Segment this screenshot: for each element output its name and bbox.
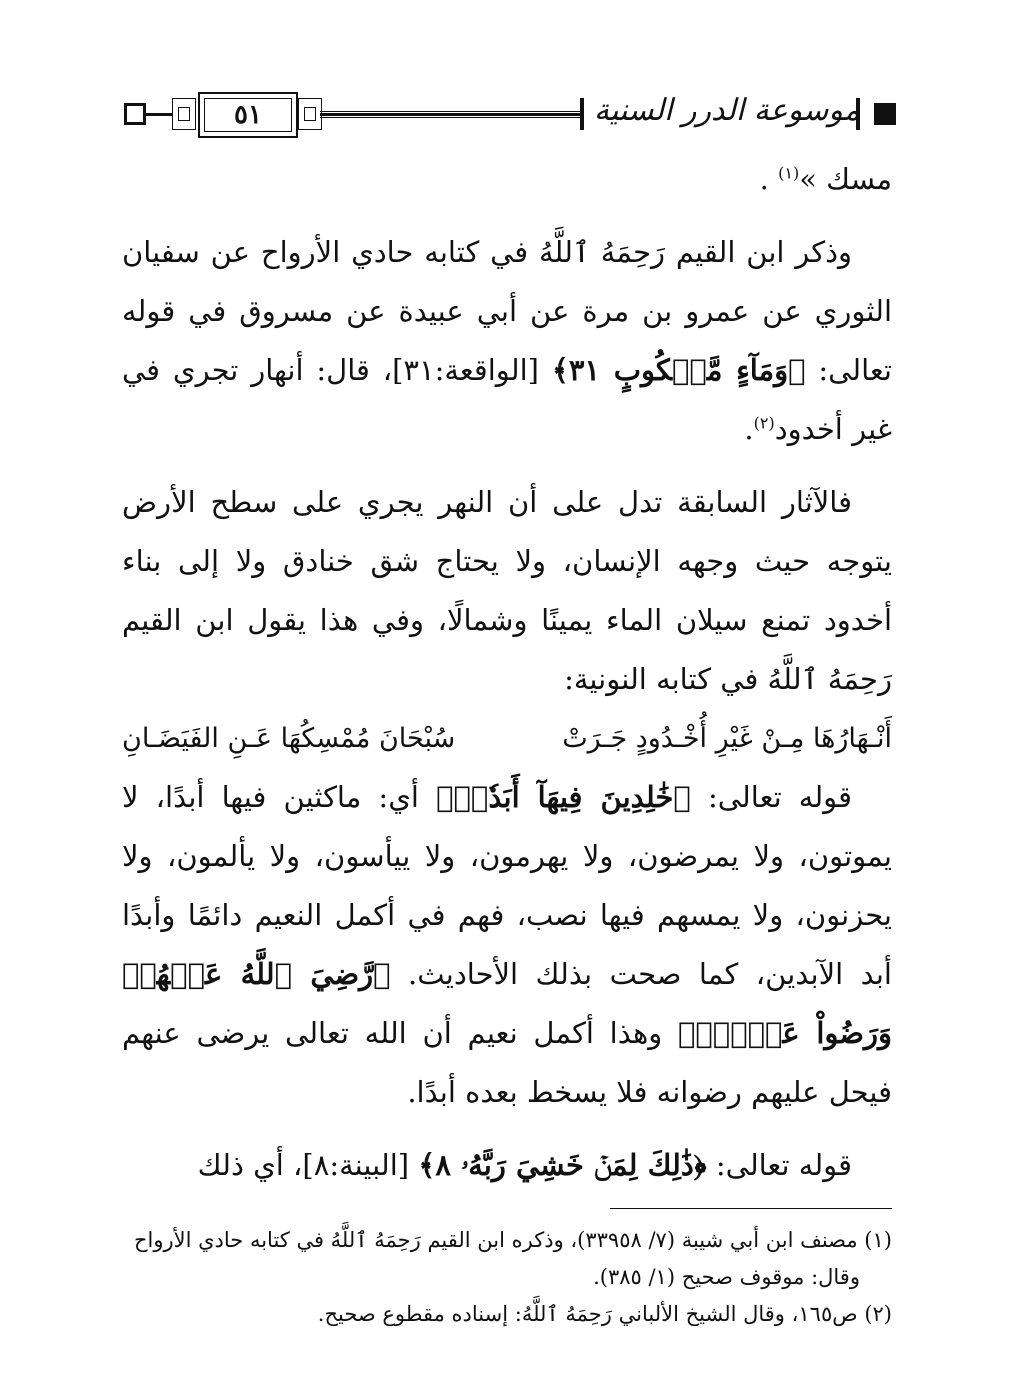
footnote-divider — [610, 1208, 892, 1209]
paragraph-1: وذكر ابن القيم رَحِمَهُ ٱللَّهُ في كتابه حادي الأرواح عن سفيان الثوري عن عمرو بن مرة عن أبي عبيدة عن مسروق في قوله تعالى: ﴿وَمَآءٍ مَّسۡكُوبٍ ٣١﴾ [الواقعة:٣١]، قال: أنهار تجري في غير أخدود$^{(٢)}$. — [122, 235, 892, 446]
page-number: ٥١ — [198, 92, 298, 138]
header-rule — [320, 111, 580, 112]
header-rule — [320, 113, 580, 116]
quran-verse: ﴿ذَٰلِكَ لِمَنۡ خَشِيَ رَبَّهُۥ ٨﴾ — [418, 1148, 707, 1182]
header-hollow-square-icon — [124, 103, 146, 125]
ornament-icon — [298, 98, 322, 130]
footnote-1-continuation: وقال: موقوف صحيح (١/ ٣٨٥). — [593, 1265, 860, 1289]
quran-verse: ﴿رَّضِيَ ٱللَّهُ عَنۡهُمۡ وَرَضُواْ عَنۡهُۚ﴾ — [122, 957, 892, 1050]
quran-verse: ﴿وَمَآءٍ مَّسۡكُوبٍ ٣١﴾ — [551, 353, 806, 387]
footnote-1: (١) مصنف ابن أبي شيبة (٧/ ٣٣٩٥٨)، وذكره ابن القيم رَحِمَهُ ٱللَّهُ في كتابه حادي الأرواح — [133, 1228, 892, 1252]
book-title-logo: موسوعة الدرر السنية — [594, 93, 860, 128]
header-end-bar — [580, 98, 584, 130]
footnotes — [122, 1222, 892, 1333]
paragraph-2: فالآثار السابقة تدل على أن النهر يجري على سطح الأرض يتوجه حيث وجهه الإنسان، ولا يحتاج شق خنادق ولا إلى بناء أخدود تمنع سيلان الماء يمينًا وشمالًا، وفي هذا يقول ابن القيم رَحِمَهُ ٱللَّهُ في كتابه النونية: — [122, 485, 892, 696]
verse-first-hemistich: أَنْـهَارُهَا مِـنْ غَيْرِ أُخْـدُودٍ جَـرَتْ — [562, 723, 892, 754]
header-rule — [320, 117, 580, 118]
poetry-verse — [122, 709, 892, 768]
page-body — [122, 150, 892, 1195]
paragraph-4: قوله تعالى: ﴿ذَٰلِكَ لِمَنۡ خَشِيَ رَبَّهُۥ ٨﴾ [البينة:٨]، أي ذلك — [197, 1148, 852, 1182]
quran-verse: ﴿خَٰلِدِينَ فِيهَآ أَبَدٗاۖ﴾ — [436, 780, 691, 814]
header-rule — [146, 113, 172, 116]
footnote-ref: (٢) — [753, 413, 775, 433]
page-header — [118, 84, 896, 144]
ornament-icon — [172, 98, 196, 130]
footnote-2: (٢) ص١٦٥، وقال الشيخ الألباني رَحِمَهُ ٱللَّهُ: إسناده مقطوع صحيح. — [317, 1302, 892, 1326]
continuation-line: مسك »$^{(١)}$ . — [759, 162, 892, 196]
header-square-icon — [874, 103, 896, 125]
verse-second-hemistich: سُبْحَانَ مُمْسِكُهَا عَـنِ الفَيَضَـانِ — [122, 723, 456, 754]
footnote-ref: (١) — [778, 163, 800, 183]
paragraph-3: قوله تعالى: ﴿خَٰلِدِينَ فِيهَآ أَبَدٗاۖ﴾ أي: ماكثين فيها أبدًا، لا يموتون، ولا يمرضون، ولا يهرمون، ولا ييأسون، ولا يألمون، ولا يحزنون، ولا يمسهم فيها نصب، فهم في أكمل النعيم دائمًا وأبدًا أبد الآبدين، كما صحت بذلك الأحاديث. ﴿رَّضِيَ ٱللَّهُ عَنۡهُمۡ وَرَضُواْ عَنۡهُۚ﴾ وهذا أكمل نعيم أن الله تعالى يرضى عنهم فيحل عليهم رضوانه فلا يسخط بعده أبدًا. — [122, 780, 892, 1109]
